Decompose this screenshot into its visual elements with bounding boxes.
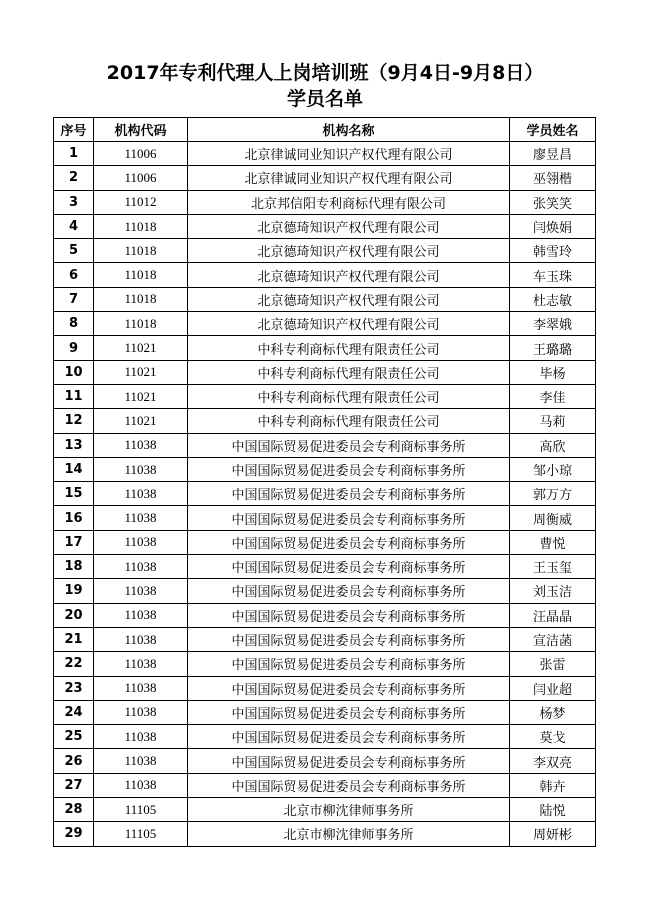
table-row [54,798,596,822]
cell-trainee-name: 杨梦 [510,700,596,724]
cell-org-name: 北京德琦知识产权代理有限公司 [188,263,510,287]
table-row [54,384,596,408]
cell-org-code: 11006 [94,166,188,190]
cell-org-code: 11038 [94,773,188,797]
cell-org-code: 11038 [94,555,188,579]
cell-org-code: 11021 [94,360,188,384]
cell-org-name: 中国国际贸易促进委员会专利商标事务所 [188,627,510,651]
cell-trainee-name: 车玉珠 [510,263,596,287]
trainee-roster-table [53,117,596,847]
table-row [54,214,596,238]
cell-org-code: 11105 [94,822,188,846]
cell-org-code: 11038 [94,506,188,530]
cell-seq: 25 [54,725,94,749]
cell-org-code: 11038 [94,652,188,676]
cell-org-code: 11018 [94,214,188,238]
cell-org-name: 中科专利商标代理有限责任公司 [188,384,510,408]
cell-seq: 29 [54,822,94,846]
cell-trainee-name: 杜志敏 [510,287,596,311]
table-row [54,336,596,360]
cell-seq: 26 [54,749,94,773]
cell-org-name: 北京邦信阳专利商标代理有限公司 [188,190,510,214]
cell-org-name: 中科专利商标代理有限责任公司 [188,409,510,433]
table-row [54,676,596,700]
table-row [54,263,596,287]
cell-org-code: 11105 [94,798,188,822]
table-row [54,652,596,676]
cell-org-code: 11021 [94,384,188,408]
document-title-block [0,60,650,112]
cell-org-name: 中国国际贸易促进委员会专利商标事务所 [188,457,510,481]
cell-trainee-name: 李翠娥 [510,312,596,336]
cell-trainee-name: 王璐璐 [510,336,596,360]
table-row [54,287,596,311]
table-row [54,433,596,457]
cell-org-code: 11021 [94,409,188,433]
cell-org-code: 11038 [94,700,188,724]
cell-org-name: 北京市柳沈律师事务所 [188,822,510,846]
cell-trainee-name: 周衡威 [510,506,596,530]
cell-org-name: 北京德琦知识产权代理有限公司 [188,312,510,336]
table-row [54,725,596,749]
document-title: 2017年专利代理人上岗培训班（9月4日-9月8日） [106,62,544,84]
cell-seq: 23 [54,676,94,700]
cell-org-name: 中国国际贸易促进委员会专利商标事务所 [188,700,510,724]
cell-trainee-name: 王玉玺 [510,555,596,579]
cell-seq: 15 [54,482,94,506]
cell-trainee-name: 巫翎楷 [510,166,596,190]
cell-seq: 14 [54,457,94,481]
table-row [54,822,596,846]
cell-seq: 18 [54,555,94,579]
table-row [54,555,596,579]
table-row [54,627,596,651]
cell-org-name: 中国国际贸易促进委员会专利商标事务所 [188,433,510,457]
cell-trainee-name: 莫戈 [510,725,596,749]
cell-org-name: 中国国际贸易促进委员会专利商标事务所 [188,773,510,797]
cell-trainee-name: 廖昱昌 [510,142,596,166]
cell-seq: 28 [54,798,94,822]
cell-seq: 11 [54,384,94,408]
cell-org-code: 11038 [94,457,188,481]
table-row [54,749,596,773]
cell-org-name: 中国国际贸易促进委员会专利商标事务所 [188,555,510,579]
cell-org-code: 11006 [94,142,188,166]
cell-trainee-name: 闫业超 [510,676,596,700]
cell-seq: 19 [54,579,94,603]
table-header-row [54,118,596,142]
cell-org-name: 北京德琦知识产权代理有限公司 [188,214,510,238]
table-body [54,142,596,847]
cell-trainee-name: 曹悦 [510,530,596,554]
cell-org-name: 中国国际贸易促进委员会专利商标事务所 [188,725,510,749]
cell-seq: 12 [54,409,94,433]
cell-org-name: 中国国际贸易促进委员会专利商标事务所 [188,652,510,676]
cell-org-name: 中国国际贸易促进委员会专利商标事务所 [188,676,510,700]
cell-org-name: 中科专利商标代理有限责任公司 [188,336,510,360]
cell-org-name: 中科专利商标代理有限责任公司 [188,360,510,384]
cell-trainee-name: 周妍彬 [510,822,596,846]
cell-trainee-name: 陆悦 [510,798,596,822]
cell-trainee-name: 张笑笑 [510,190,596,214]
cell-trainee-name: 毕杨 [510,360,596,384]
table-row [54,579,596,603]
table-row [54,166,596,190]
cell-trainee-name: 郭万方 [510,482,596,506]
cell-seq: 6 [54,263,94,287]
cell-org-code: 11012 [94,190,188,214]
cell-org-code: 11038 [94,627,188,651]
cell-seq: 22 [54,652,94,676]
cell-org-code: 11018 [94,312,188,336]
cell-trainee-name: 宣洁菡 [510,627,596,651]
table-row [54,530,596,554]
table-row [54,312,596,336]
cell-seq: 20 [54,603,94,627]
table-row [54,482,596,506]
cell-org-code: 11038 [94,530,188,554]
cell-seq: 3 [54,190,94,214]
header-seq: 序号 [54,118,94,142]
header-trainee-name: 学员姓名 [510,118,596,142]
cell-org-code: 11038 [94,725,188,749]
cell-org-code: 11038 [94,603,188,627]
cell-trainee-name: 马莉 [510,409,596,433]
cell-org-name: 北京市柳沈律师事务所 [188,798,510,822]
cell-org-name: 中国国际贸易促进委员会专利商标事务所 [188,603,510,627]
table-row [54,457,596,481]
cell-trainee-name: 李佳 [510,384,596,408]
cell-trainee-name: 张雷 [510,652,596,676]
cell-org-name: 中国国际贸易促进委员会专利商标事务所 [188,482,510,506]
cell-seq: 10 [54,360,94,384]
cell-org-name: 北京德琦知识产权代理有限公司 [188,287,510,311]
cell-org-code: 11038 [94,433,188,457]
table-row [54,409,596,433]
cell-trainee-name: 韩卉 [510,773,596,797]
cell-org-name: 中国国际贸易促进委员会专利商标事务所 [188,530,510,554]
cell-seq: 13 [54,433,94,457]
cell-trainee-name: 韩雪玲 [510,239,596,263]
cell-seq: 27 [54,773,94,797]
cell-seq: 21 [54,627,94,651]
header-org-code: 机构代码 [94,118,188,142]
cell-org-code: 11018 [94,239,188,263]
cell-org-code: 11018 [94,287,188,311]
table-row [54,239,596,263]
cell-org-code: 11038 [94,482,188,506]
cell-org-name: 中国国际贸易促进委员会专利商标事务所 [188,579,510,603]
cell-seq: 17 [54,530,94,554]
cell-seq: 2 [54,166,94,190]
cell-org-code: 11038 [94,749,188,773]
cell-trainee-name: 汪晶晶 [510,603,596,627]
cell-seq: 1 [54,142,94,166]
table-row [54,506,596,530]
cell-org-name: 中国国际贸易促进委员会专利商标事务所 [188,506,510,530]
cell-seq: 16 [54,506,94,530]
cell-seq: 9 [54,336,94,360]
table-row [54,360,596,384]
cell-org-code: 11038 [94,579,188,603]
cell-trainee-name: 邹小琼 [510,457,596,481]
table-row [54,773,596,797]
cell-org-code: 11021 [94,336,188,360]
cell-org-name: 中国国际贸易促进委员会专利商标事务所 [188,749,510,773]
cell-org-name: 北京律诚同业知识产权代理有限公司 [188,166,510,190]
cell-seq: 7 [54,287,94,311]
cell-seq: 8 [54,312,94,336]
cell-seq: 5 [54,239,94,263]
cell-seq: 4 [54,214,94,238]
cell-trainee-name: 刘玉洁 [510,579,596,603]
cell-org-code: 11018 [94,263,188,287]
table-row [54,190,596,214]
cell-trainee-name: 李双亮 [510,749,596,773]
cell-trainee-name: 闫焕娟 [510,214,596,238]
cell-org-name: 北京德琦知识产权代理有限公司 [188,239,510,263]
table-row [54,700,596,724]
cell-org-name: 北京律诚同业知识产权代理有限公司 [188,142,510,166]
cell-org-code: 11038 [94,676,188,700]
table-row [54,603,596,627]
cell-trainee-name: 高欣 [510,433,596,457]
cell-seq: 24 [54,700,94,724]
header-org-name: 机构名称 [188,118,510,142]
document-subtitle: 学员名单 [286,88,363,110]
table-row [54,142,596,166]
